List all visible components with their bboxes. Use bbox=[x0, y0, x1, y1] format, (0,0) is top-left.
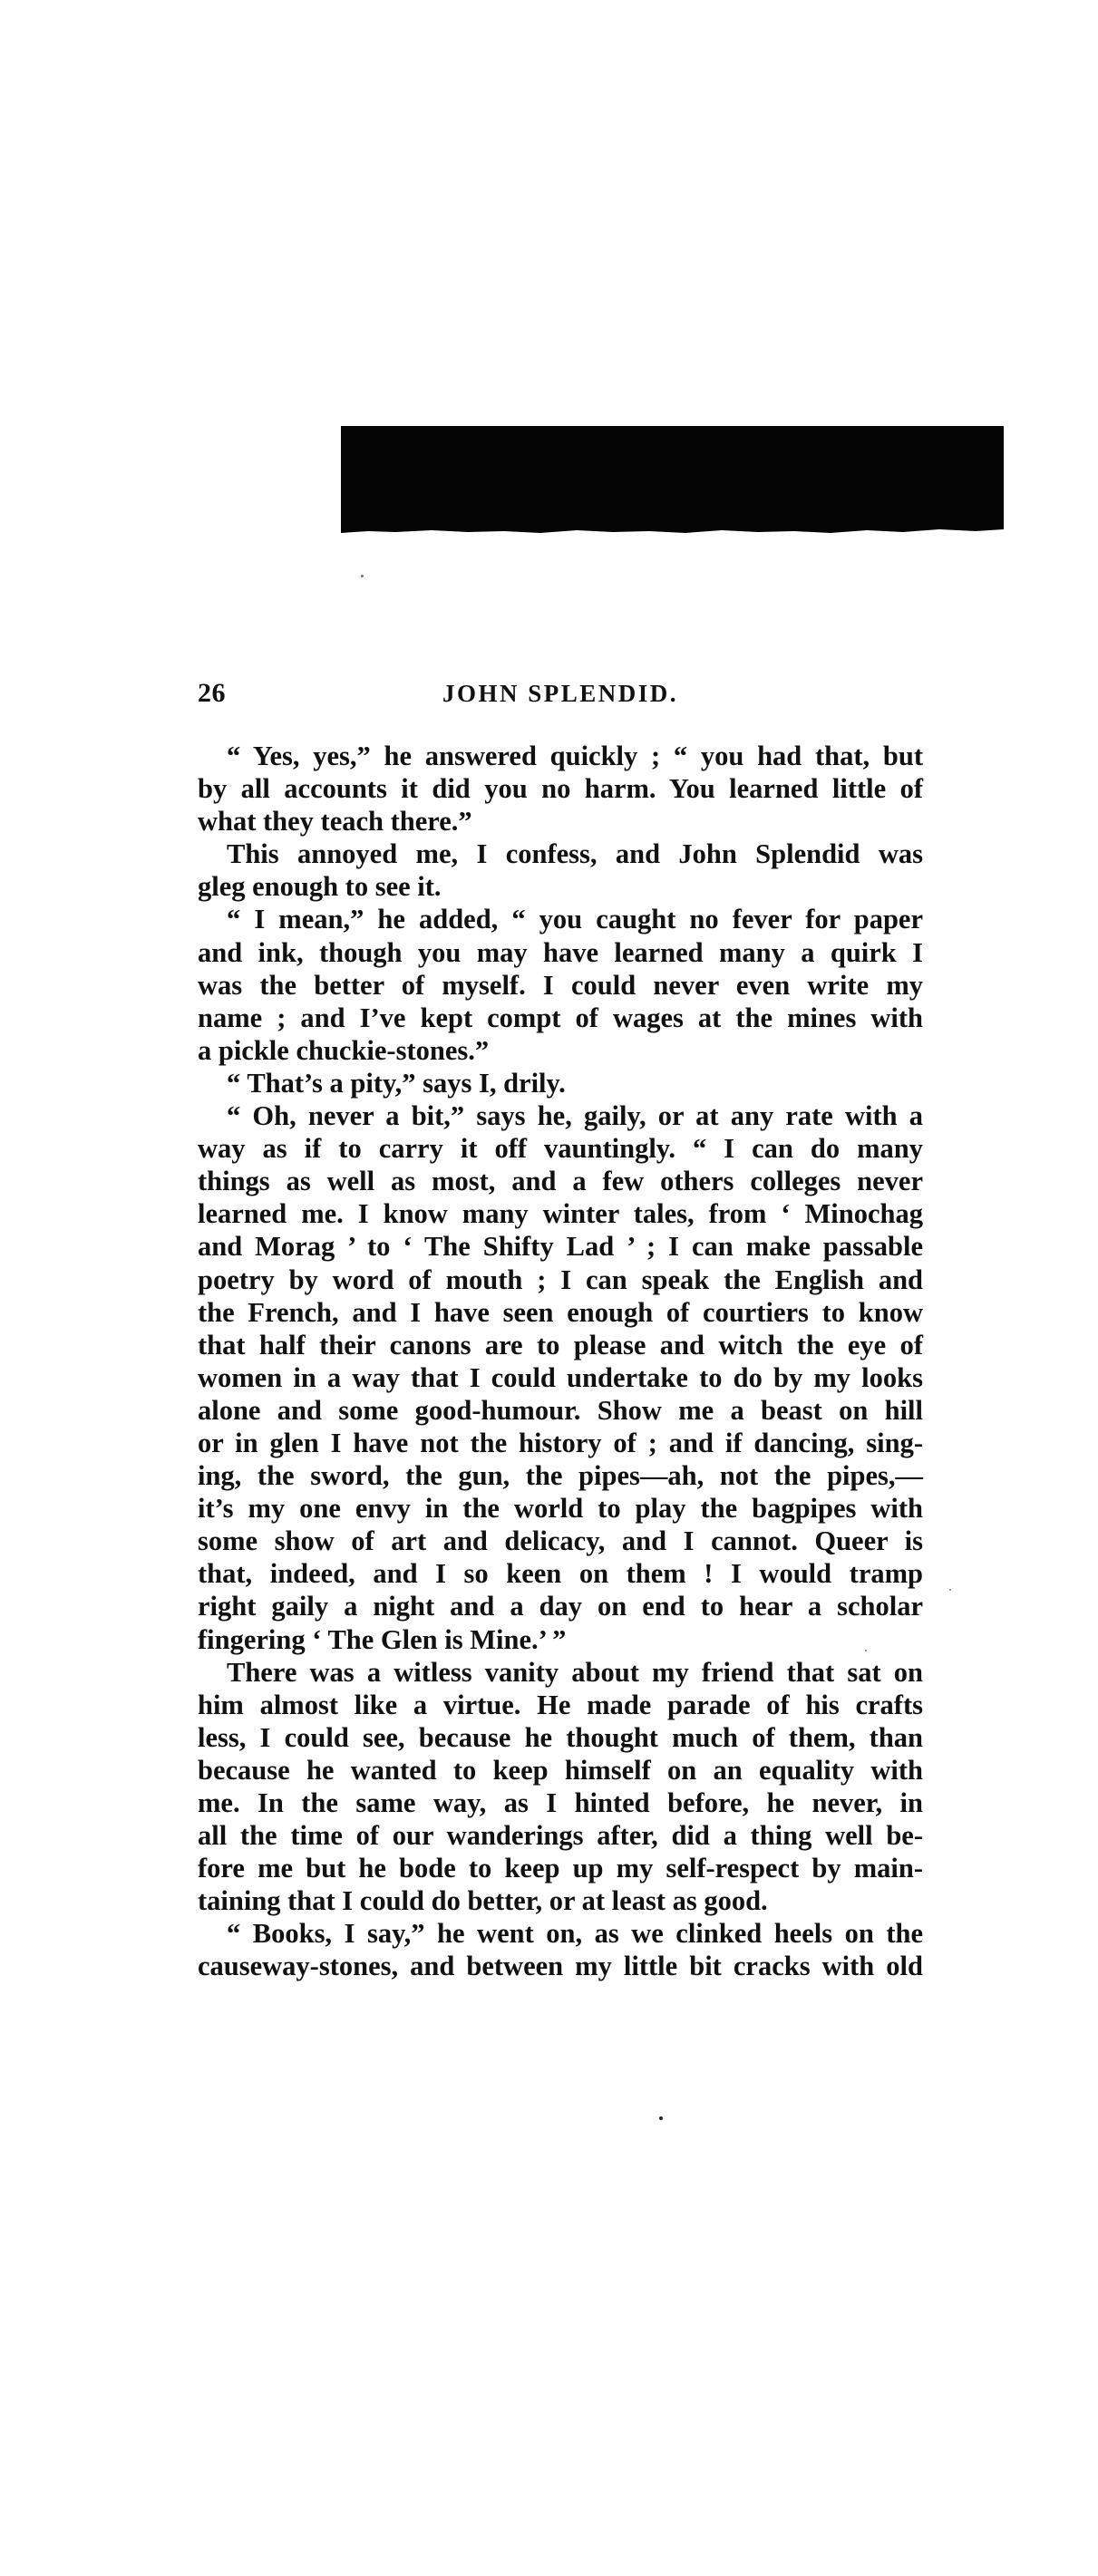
text-line: it’s my one envy in the world to play the bagpipes with bbox=[198, 1493, 923, 1525]
paper-speck bbox=[949, 1589, 951, 1591]
text-line: “ Books, I say,” he went on, as we clinked heels on the bbox=[227, 1918, 923, 1950]
redaction-bar bbox=[341, 426, 1004, 529]
running-title: JOHN SPLENDID. bbox=[442, 680, 679, 707]
text-line: and ink, though you may have learned many a quirk I bbox=[198, 936, 923, 968]
text-line: because he wanted to keep himself on an equality with bbox=[198, 1754, 923, 1786]
paper-speck bbox=[361, 575, 364, 577]
text-line: by all accounts it did you no harm. You learned little of bbox=[198, 773, 923, 805]
text-line: name ; and I’ve kept compt of wages at the mines with bbox=[198, 1002, 923, 1033]
text-line: There was a witless vanity about my friend that sat on bbox=[227, 1656, 923, 1688]
text-line: things as well as most, and a few others colleges never bbox=[198, 1166, 923, 1197]
text-line: “ I mean,” he added, “ you caught no fever for paper bbox=[227, 904, 923, 935]
text-line: ing, the sword, the gun, the pipes—ah, not the pipes,— bbox=[198, 1460, 923, 1492]
text-line: was the better of myself. I could never even write my bbox=[198, 969, 923, 1001]
text-line: and Morag ’ to ‘ The Shifty Lad ’ ; I can make passable bbox=[198, 1231, 923, 1263]
text-line: learned me. I know many winter tales, from ‘ Minochag bbox=[198, 1198, 923, 1230]
text-line: a pickle chuckie-stones.” bbox=[198, 1034, 490, 1066]
page-number: 26 bbox=[198, 678, 226, 708]
paper-speck bbox=[659, 2116, 663, 2120]
text-line: “ That’s a pity,” says I, drily. bbox=[227, 1067, 566, 1099]
text-line: taining that I could do better, or at least as good. bbox=[198, 1885, 768, 1917]
text-line: right gaily a night and a day on end to hear a scholar bbox=[198, 1591, 923, 1622]
text-line: me. In the same way, as I hinted before, he never, in bbox=[198, 1787, 923, 1818]
body-text bbox=[198, 740, 923, 1983]
running-head bbox=[198, 678, 923, 718]
text-line: some show of art and delicacy, and I cannot. Queer is bbox=[198, 1525, 923, 1557]
text-line: that half their canons are to please and witch the eye of bbox=[198, 1329, 923, 1361]
text-line: gleg enough to see it. bbox=[198, 871, 442, 903]
text-line: that, indeed, and I so keen on them ! I would tramp bbox=[198, 1558, 923, 1590]
redaction-bar-ragged-edge bbox=[341, 524, 1004, 537]
text-line: way as if to carry it off vauntingly. “ I can do many bbox=[198, 1133, 923, 1165]
text-line: causeway-stones, and between my little bit cracks with old bbox=[198, 1951, 923, 1982]
text-line: “ Yes, yes,” he answered quickly ; “ you had that, but bbox=[227, 741, 923, 771]
text-line: less, I could see, because he thought much of them, than bbox=[198, 1721, 923, 1753]
text-line: him almost like a virtue. He made parade of his crafts bbox=[198, 1689, 923, 1720]
text-line: poetry by word of mouth ; I can speak the English and bbox=[198, 1264, 923, 1295]
text-line: all the time of our wanderings after, did a thing well be- bbox=[198, 1820, 923, 1852]
text-line: fingering ‘ The Glen is Mine.’ ” bbox=[198, 1623, 567, 1655]
text-line: the French, and I have seen enough of courtiers to know bbox=[198, 1296, 923, 1328]
text-line: or in glen I have not the history of ; and if dancing, sing- bbox=[198, 1427, 923, 1458]
text-line: what they teach there.” bbox=[198, 806, 472, 838]
text-line: fore me but he bode to keep up my self-respect by main- bbox=[198, 1853, 923, 1884]
text-line: alone and some good-humour. Show me a beast on hill bbox=[198, 1394, 923, 1426]
text-line: women in a way that I could undertake to do by my looks bbox=[198, 1361, 923, 1393]
text-line: This annoyed me, I confess, and John Splendid was bbox=[227, 838, 923, 870]
text-line: “ Oh, never a bit,” says he, gaily, or at any rate with a bbox=[227, 1100, 923, 1132]
